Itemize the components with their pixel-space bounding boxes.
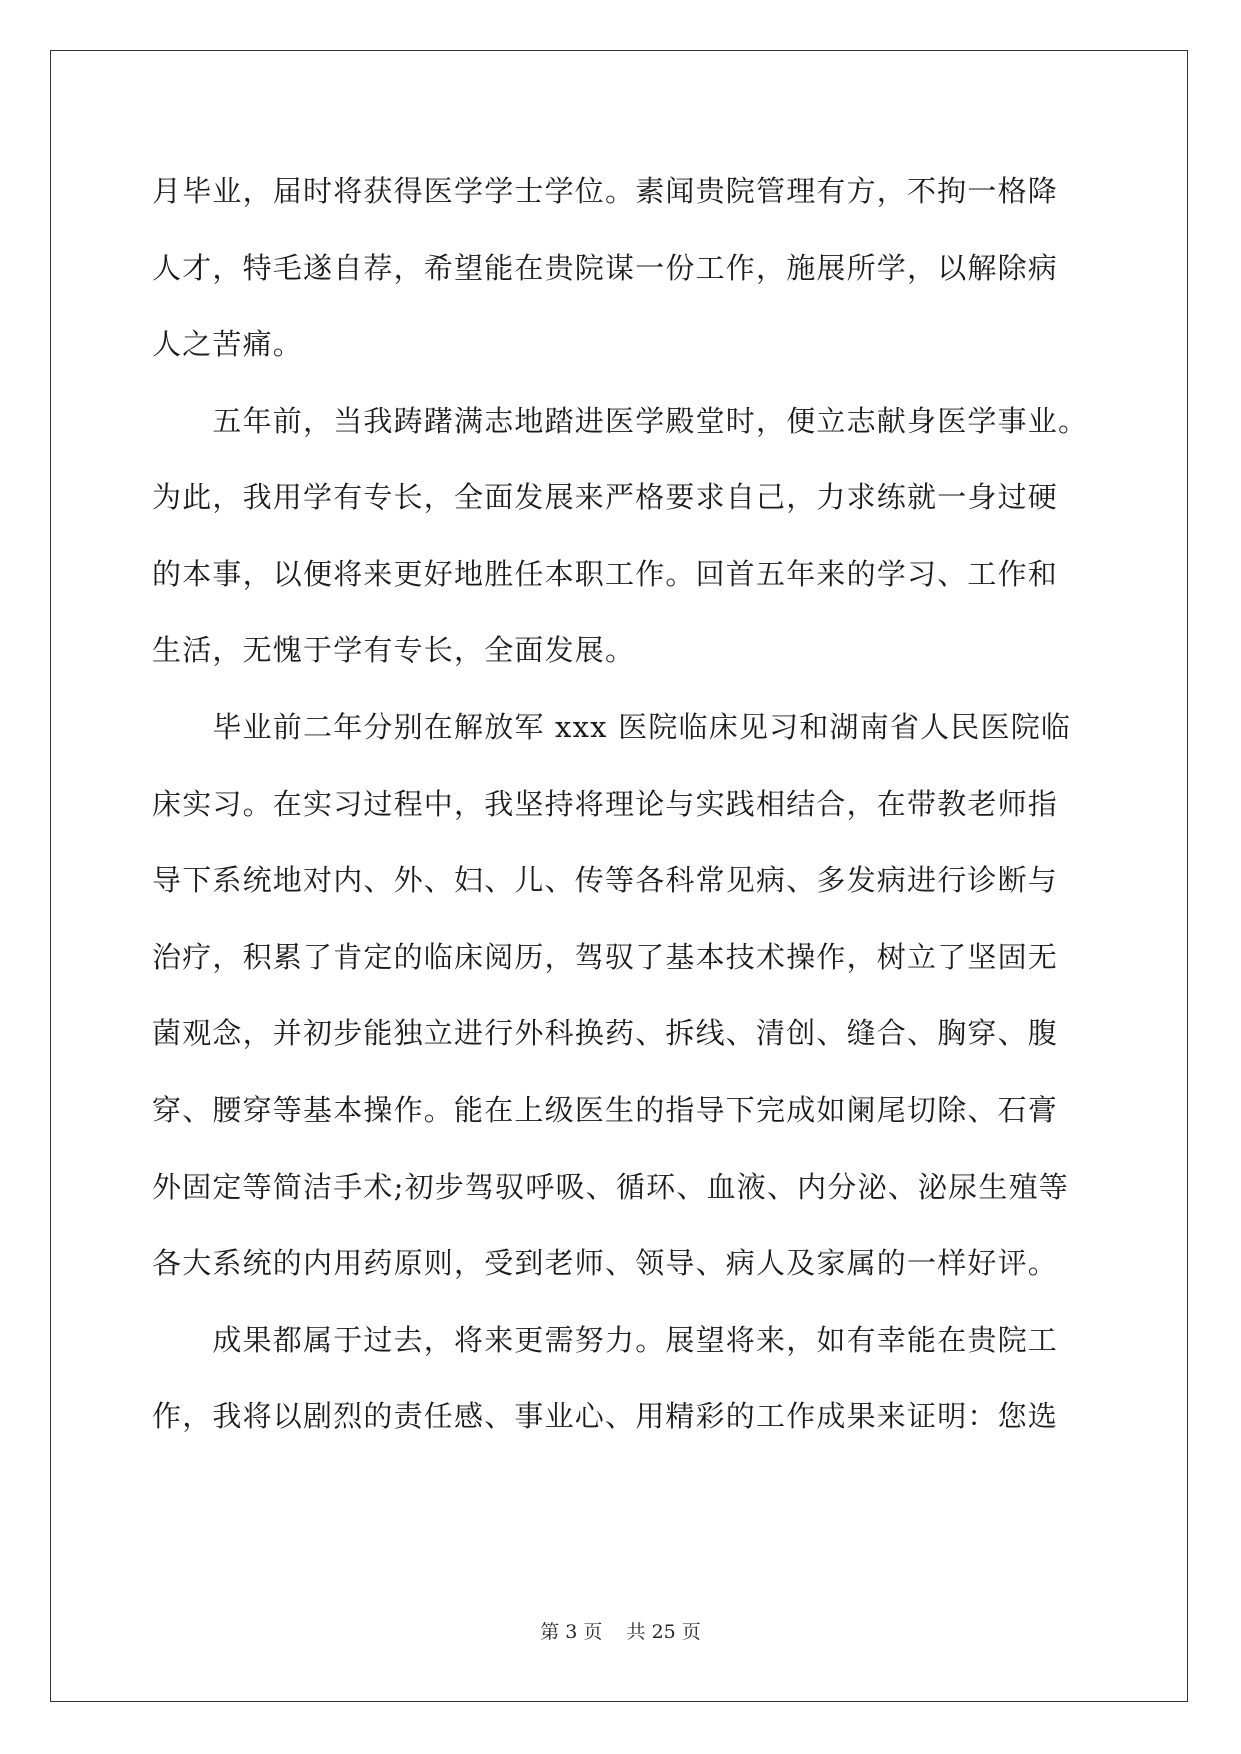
text-line: 月毕业，届时将获得医学学士学位。素闻贵院管理有方，不拘一格降 (152, 174, 1059, 208)
text-line: 菌观念，并初步能独立进行外科换药、拆线、清创、缝合、胸穿、腹 (152, 1016, 1059, 1050)
text-line: 导下系统地对内、外、妇、儿、传等各科常见病、多发病进行诊断与 (152, 863, 1059, 897)
text-line: 成果都属于过去，将来更需努力。展望将来，如有幸能在贵院工 (152, 1323, 1059, 1357)
text-line: 穿、腰穿等基本操作。能在上级医生的指导下完成如阑尾切除、石膏 (152, 1093, 1059, 1127)
page-number: 第 3 页 共 25 页 (540, 1621, 701, 1643)
text-line: 床实习。在实习过程中，我坚持将理论与实践相结合，在带教老师指 (152, 787, 1059, 821)
text-line: 人才，特毛遂自荐，希望能在贵院谋一份工作，施展所学，以解除病 (152, 251, 1059, 285)
text-line: 各大系统的内用药原则，受到老师、领导、病人及家属的一样好评。 (152, 1246, 1059, 1280)
text-line: 五年前，当我踌躇满志地踏进医学殿堂时，便立志献身医学事业。 (152, 404, 1089, 438)
text-line: 的本事，以便将来更好地胜任本职工作。回首五年来的学习、工作和 (152, 557, 1059, 591)
text-line: 生活，无愧于学有专长，全面发展。 (152, 633, 636, 667)
text-line: 毕业前二年分别在解放军 xxx 医院临床见习和湖南省人民医院临 (152, 710, 1072, 744)
text-line: 作，我将以剧烈的责任感、事业心、用精彩的工作成果来证明：您选 (152, 1399, 1059, 1433)
text-line: 外固定等简洁手术;初步驾驭呼吸、循环、血液、内分泌、泌尿生殖等 (152, 1170, 1069, 1204)
text-line: 治疗，积累了肯定的临床阅历，驾驭了基本技术操作，树立了坚固无 (152, 940, 1059, 974)
text-line: 为此，我用学有专长，全面发展来严格要求自己，力求练就一身过硬 (152, 480, 1059, 514)
text-line: 人之苦痛。 (152, 327, 304, 361)
